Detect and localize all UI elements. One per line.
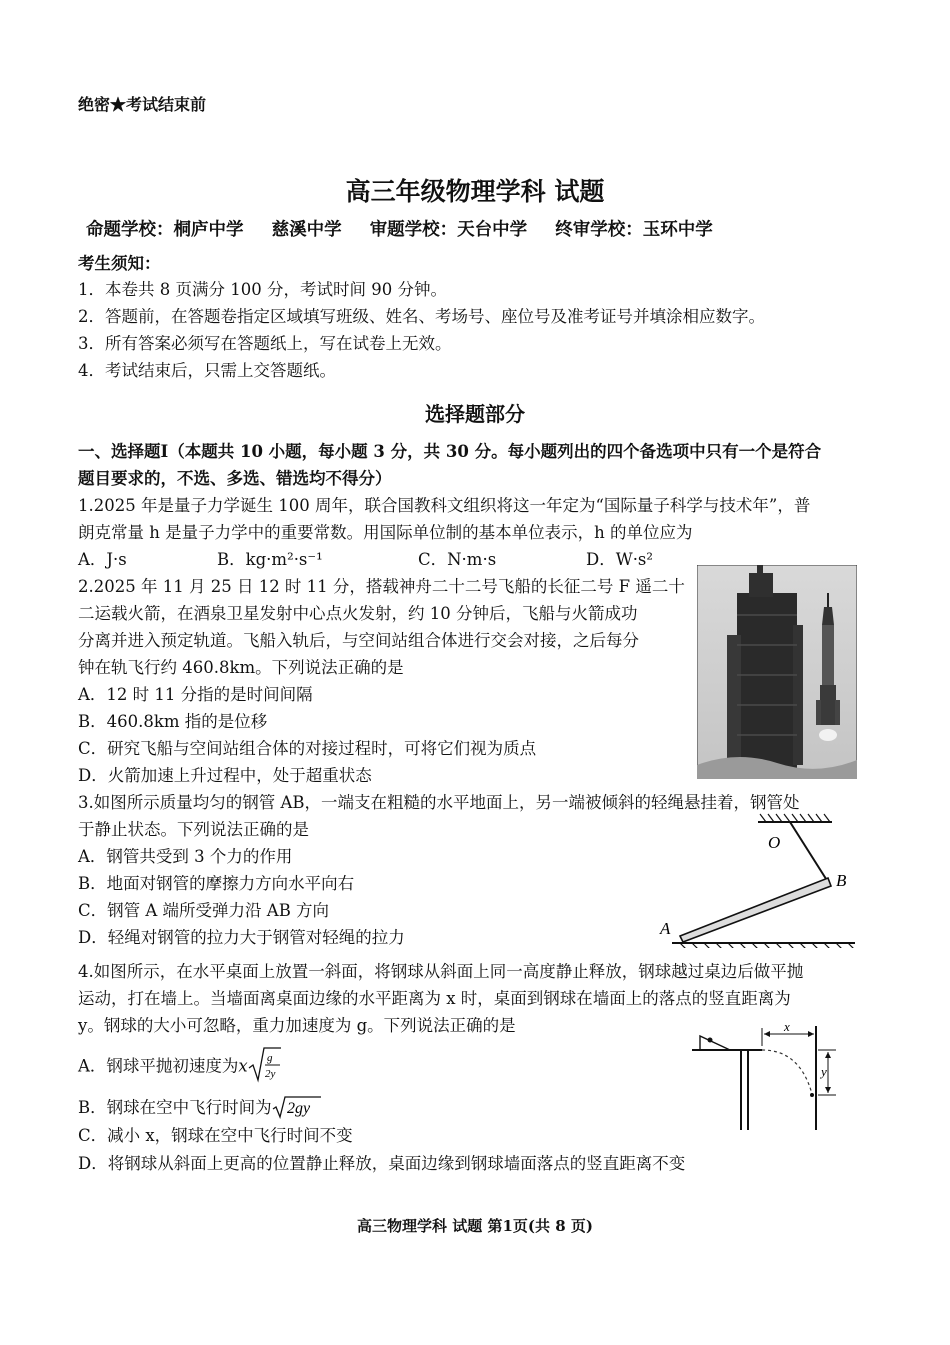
q4-option-c: C．减小 x，钢球在空中飞行时间不变 xyxy=(78,1126,353,1145)
school-info xyxy=(86,216,735,241)
var-x: x xyxy=(238,1056,248,1076)
q3-option-c: C．钢管 A 端所受弹力沿 AB 方向 xyxy=(78,901,330,920)
school-reviewer: 审题学校：天台中学 xyxy=(369,220,528,240)
sqrt-g-over-2y xyxy=(248,1046,282,1088)
section-intro: 一、选择题Ⅰ（本题共 10 小题，每小题 3 分，共 30 分。每小题列出的四个备选项中只有一个是符合 xyxy=(78,442,822,461)
q4-option-b xyxy=(78,1094,322,1123)
sqrt-2gy xyxy=(272,1095,322,1123)
q4-option-d: D．将钢球从斜面上更高的位置静止释放，桌面边缘到钢球墙面落点的竖直距离不变 xyxy=(78,1154,686,1173)
q1-option-b: B．kg·m²·s⁻¹ xyxy=(217,550,323,569)
q2-option-c: C．研究飞船与空间站组合体的对接过程时，可将它们视为质点 xyxy=(78,739,537,758)
q2-stem-cont: 分离并进入预定轨道。飞船入轨后，与空间站组合体进行交会对接，之后每分 xyxy=(78,631,639,650)
label-y: y xyxy=(821,1064,827,1079)
q4-stem: 4.如图所示，在水平桌面上放置一斜面，将钢球从斜面上同一高度静止释放，钢球越过桌边后做平抛 xyxy=(78,962,804,981)
page-footer: 高三物理学科 试题 第1页(共 8 页) xyxy=(357,1217,593,1235)
q3-option-a: A．钢管共受到 3 个力的作用 xyxy=(78,847,293,866)
q3-stem-cont: 于静止状态。下列说法正确的是 xyxy=(78,820,309,839)
confidential-label: 绝密★考试结束前 xyxy=(78,95,207,114)
label-a: A xyxy=(660,919,671,938)
page-title: 高三年级物理学科 试题 xyxy=(345,177,605,206)
q1-option-c: C．N·m·s xyxy=(418,550,497,569)
q4-stem-cont: 运动，打在墙上。当墙面离桌面边缘的水平距离为 x 时，桌面到钢球在墙面上的落点的竖直距离为 xyxy=(78,989,791,1008)
rope xyxy=(790,822,828,882)
notice-item: 4．考试结束后，只需上交答题纸。 xyxy=(78,361,336,380)
q4-stem-cont: y。钢球的大小可忽略，重力加速度为 g。下列说法正确的是 xyxy=(78,1016,516,1035)
q2-option-a: A．12 时 11 分指的是时间间隔 xyxy=(78,685,313,704)
q2-option-b: B．460.8km 指的是位移 xyxy=(78,712,268,731)
incline xyxy=(700,1036,730,1050)
q2-stem-cont: 二运载火箭，在酒泉卫星发射中心点火发射，约 10 分钟后，飞船与火箭成功 xyxy=(78,604,638,623)
radicand: 2gy xyxy=(286,1099,310,1117)
steel-ball xyxy=(708,1038,713,1043)
q3-figure xyxy=(650,812,860,948)
q4-figure xyxy=(690,1020,850,1132)
q1-option-d: D．W·s² xyxy=(586,550,654,569)
school-final-reviewer: 终审学校：玉环中学 xyxy=(555,220,713,240)
school-proposer: 命题学校：桐庐中学 xyxy=(86,220,244,240)
steel-pipe xyxy=(680,878,831,942)
q3-option-b: B．地面对钢管的摩擦力方向水平向右 xyxy=(78,874,355,893)
label-x: x xyxy=(784,1020,790,1034)
label-b: B xyxy=(836,871,847,890)
launch-tower xyxy=(727,565,803,768)
q1-stem-cont: 朗克常量 h 是量子力学中的重要常数。用国际单位制的基本单位表示，h 的单位应为 xyxy=(78,523,693,542)
q1-option-a: A．J·s xyxy=(78,550,127,569)
q1-stem: 1.2025 年是量子力学诞生 100 周年，联合国教科文组织将这一年定为“国际量子科学与技术年”，普 xyxy=(78,496,811,515)
notice-item: 1．本卷共 8 页满分 100 分，考试时间 90 分钟。 xyxy=(78,280,447,299)
trajectory xyxy=(762,1050,812,1094)
label-o: O xyxy=(768,833,781,852)
q4-option-b-text: B．钢球在空中飞行时间为 xyxy=(78,1098,272,1117)
section-title: 选择题部分 xyxy=(425,402,525,426)
q3-option-d: D．轻绳对钢管的拉力大于钢管对轻绳的拉力 xyxy=(78,928,405,947)
section-intro-cont: 题目要求的，不选、多选、错选均不得分） xyxy=(78,469,392,488)
q2-option-d: D．火箭加速上升过程中，处于超重状态 xyxy=(78,766,372,785)
q3-stem: 3.如图所示质量均匀的钢管 AB，一端支在粗糙的水平地面上，另一端被倾斜的轻绳悬挂着，钢管处 xyxy=(78,793,800,812)
fraction-denominator: 2y xyxy=(264,1068,276,1080)
q2-stem: 2.2025 年 11 月 25 日 12 时 11 分，搭载神舟二十二号飞船的长征二号 F 遥二十 xyxy=(78,577,685,596)
q4-option-a-text: A．钢球平抛初速度为 xyxy=(78,1056,239,1076)
notice-item: 3．所有答案必须写在答题纸上，写在试卷上无效。 xyxy=(78,334,452,353)
school-proposer-2: 慈溪中学 xyxy=(271,220,342,240)
q2-stem-cont: 钟在轨飞行约 460.8km。下列说法正确的是 xyxy=(78,658,404,677)
notice-heading: 考生须知： xyxy=(78,254,161,273)
q4-option-a xyxy=(78,1046,282,1088)
rocket-launch-photo xyxy=(697,565,857,779)
fraction-numerator: g xyxy=(266,1052,273,1064)
notice-item: 2．答题前，在答题卷指定区域填写班级、姓名、考场号、座位号及准考证号并填涂相应数字。 xyxy=(78,307,765,326)
